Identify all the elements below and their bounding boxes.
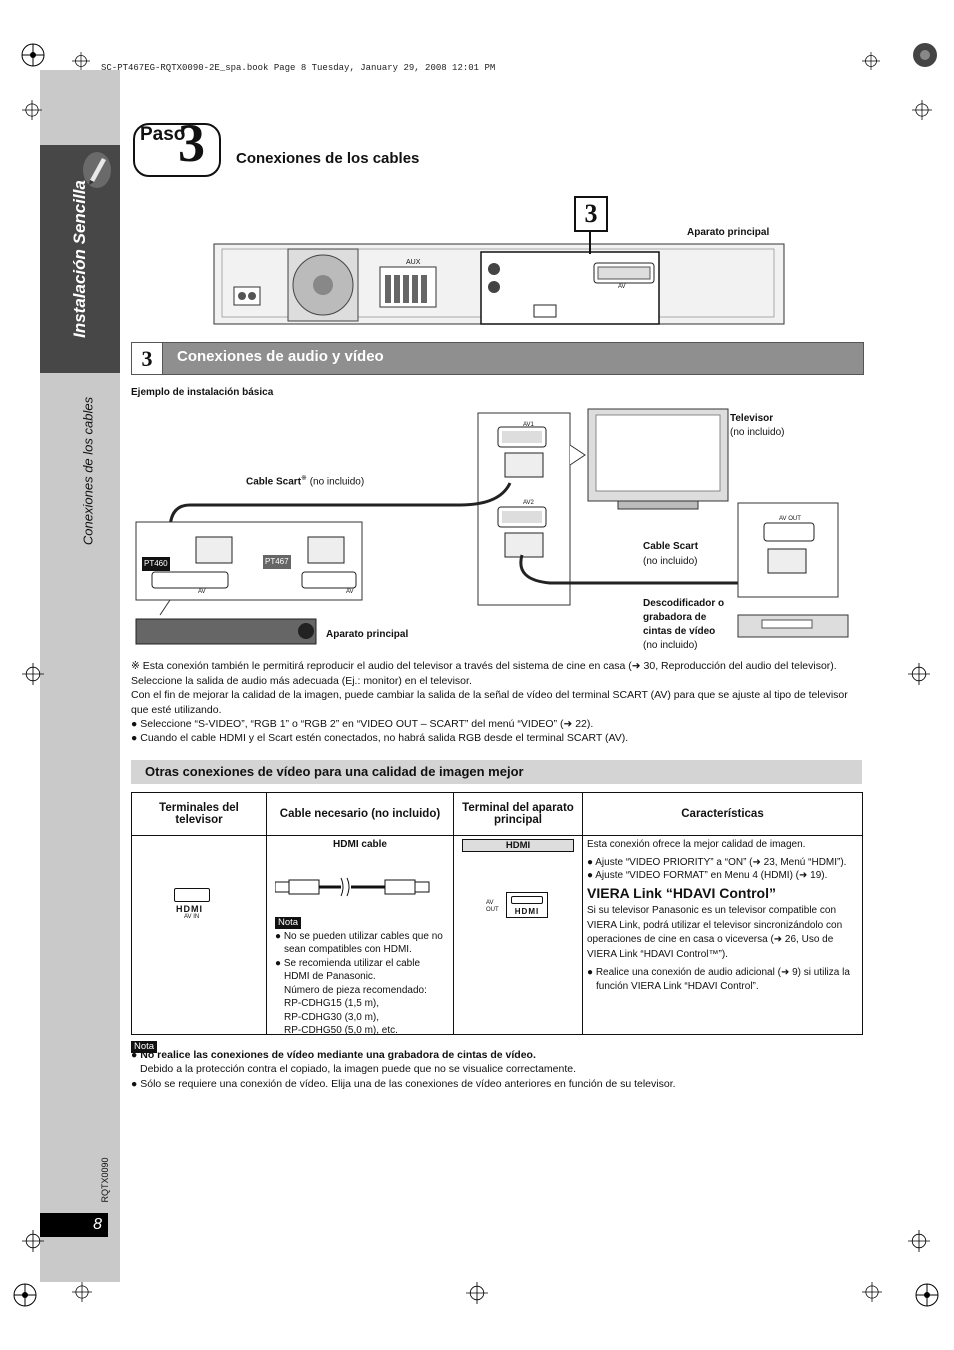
pt467-tag: PT467 <box>263 555 291 569</box>
part-number: RP-CDHG15 (1,5 m), <box>284 998 380 1009</box>
note-bullet: ● Cuando el cable HDMI y el Scart estén conectados, no habrá salida RGB desde el terminal SCART (AV). <box>131 732 629 744</box>
av-out-terminal-label: AV OUT <box>486 900 499 913</box>
hdmi-port-icon <box>174 888 210 902</box>
av-port-label: AV <box>346 589 354 595</box>
crosshair-icon <box>22 100 42 120</box>
cable-note: ● No se pueden utilizar cables que no sean compatibles con HDMI. <box>275 930 443 955</box>
scart-cable-label: Cable Scart※ (no incluido) <box>246 475 365 488</box>
registration-mark-icon <box>20 42 46 68</box>
scart-cable-2-sublabel: (no incluido) <box>643 556 698 567</box>
section-title: Conexiones de audio y vídeo <box>177 348 384 365</box>
connection-table <box>131 792 863 1035</box>
hdmi-cable-icon <box>275 874 435 900</box>
main-unit-caption: Aparato principal <box>326 629 409 640</box>
example-title: Ejemplo de instalación básica <box>131 387 274 398</box>
viera-link-text: Si su televisor Panasonic es un televisor compatible con VIERA Link, podrá utilizar el televisor sincronizándolo con operaciones de cine en casa o viceversa (➜ 26, Uso de VIERA Link “HDAVI Control™”). <box>587 905 843 960</box>
sidebar-title: Instalación Sencilla <box>70 180 89 338</box>
page-heading: Conexiones de los cables <box>236 150 420 167</box>
bottom-note-bold: ● No realice las conexiones de vídeo mediante una grabadora de cintas de vídeo. <box>131 1049 536 1061</box>
subsection-title: Otras conexiones de vídeo para una calidad de imagen mejor <box>145 764 524 779</box>
table-header: Cable necesario (no incluido) <box>267 793 454 836</box>
hdmi-port-icon: HDMI <box>506 892 548 918</box>
feature-bullet: ● Ajuste “VIDEO FORMAT” en Menu 4 (HDMI) (➜ 19). <box>587 870 828 881</box>
star-note: ※ Esta conexión también le permitirá reproducir el audio del televisor a través del sistema de cine en casa (➜ 30, Reproducción del audio del televisor). Seleccione la salida de audio más adecuada (Ej.: monitor) en el televisor. <box>131 660 837 687</box>
note-bullet: ● Seleccione “S-VIDEO”, “RGB 1” o “RGB 2” en “VIDEO OUT – SCART” del menú “VIDEO” (➜ 22). <box>131 718 594 730</box>
step-word: Paso <box>140 124 186 145</box>
page-number: 8 <box>40 1213 108 1237</box>
crosshair-icon <box>862 1282 882 1302</box>
decoder-label-line1: Descodificador o <box>643 598 725 609</box>
feature-intro: Esta conexión ofrece la mejor calidad de imagen. <box>587 839 806 850</box>
crosshair-icon <box>466 1282 488 1304</box>
table-cell-features <box>583 836 863 1035</box>
registration-mark-icon <box>914 1282 940 1308</box>
viera-link-title: VIERA Link “HDAVI Control” <box>587 884 776 901</box>
section-number: 3 <box>131 342 163 375</box>
crosshair-icon <box>72 1282 92 1302</box>
table-header: Características <box>583 793 863 836</box>
step-callout: 3 <box>574 196 608 232</box>
crosshair-icon <box>72 52 90 70</box>
picture-quality-paragraph: Con el fin de mejorar la calidad de la imagen, puede cambiar la salida de la señal de vídeo del terminal SCART (AV) para que se ajuste al tipo de televisor que esté utilizando. <box>131 689 848 716</box>
tv-label: Televisor <box>730 413 774 424</box>
aux-label: AUX <box>406 259 421 266</box>
table-cell-cable <box>267 836 454 1035</box>
av-label: AV <box>618 284 626 290</box>
registration-mark-icon <box>12 1282 38 1308</box>
decoder-label-line2: grabadora de <box>643 612 707 623</box>
scart-cable-2-label: Cable Scart <box>643 541 699 552</box>
table-header: Terminales del televisor <box>132 793 267 836</box>
av2-label: AV2 <box>523 500 534 506</box>
cable-title: HDMI cable <box>333 839 387 850</box>
hdmi-terminal-label: HDMI <box>462 839 574 852</box>
crosshair-icon <box>908 1230 930 1252</box>
av1-label: AV1 <box>523 422 534 428</box>
table-header: Terminal del aparato principal <box>454 793 583 836</box>
bottom-note-sub: Debido a la protección contra el copiado, la imagen puede que no se visualice correctamente. <box>140 1063 577 1075</box>
decoder-label-line3: cintas de vídeo <box>643 626 716 637</box>
part-title: Número de pieza recomendado: <box>284 984 427 996</box>
crosshair-icon <box>862 52 880 70</box>
nota-badge: Nota <box>131 1036 157 1054</box>
crosshair-icon <box>22 663 44 685</box>
part-number: RP-CDHG50 (5,0 m), etc. <box>284 1025 398 1036</box>
av-in-label: AV IN <box>184 914 200 920</box>
document-code: RQTX0090 <box>100 1157 110 1203</box>
crosshair-icon <box>912 100 932 120</box>
hdmi-logo: HDMI <box>176 904 203 914</box>
main-unit-rear-panel <box>212 227 786 329</box>
connection-diagram <box>130 405 870 650</box>
table-cell-tv-terminal <box>132 836 267 1035</box>
nota-badge: Nota <box>275 917 301 929</box>
crosshair-icon <box>22 1230 44 1252</box>
av-port-label: AV <box>198 589 206 595</box>
main-unit-label: Aparato principal <box>687 227 770 238</box>
book-header-line: SC-PT467EG-RQTX0090-2E_spa.book Page 8 Tuesday, January 29, 2008 12:01 PM <box>101 63 496 73</box>
feature-bullet: ● Ajuste “VIDEO PRIORITY” a “ON” (➜ 23, Menú “HDMI”). <box>587 856 847 868</box>
part-number: RP-CDHG30 (3,0 m), <box>284 1011 380 1023</box>
av-out-label: AV OUT <box>779 516 801 522</box>
pt460-tag: PT460 <box>142 557 170 571</box>
table-cell-main-terminal <box>454 836 583 1035</box>
crosshair-icon <box>908 663 930 685</box>
tv-sublabel: (no incluido) <box>730 427 785 438</box>
viera-link-bullet: ● Realice una conexión de audio adicional (➜ 9) si utiliza la función VIERA Link “HDAVI Control”. <box>587 967 850 992</box>
cable-note: ● Se recomienda utilizar el cable HDMI de Panasonic. <box>275 957 420 982</box>
registration-mark-icon <box>912 42 938 68</box>
step-number: 3 <box>178 113 205 173</box>
bottom-note-bullet: ● Sólo se requiere una conexión de vídeo. Elija una de las conexiones de vídeo anteriores en función de su televisor. <box>131 1078 676 1090</box>
decoder-sublabel: (no incluido) <box>643 640 698 651</box>
sidebar-subtitle: Conexiones de los cables <box>80 396 96 546</box>
